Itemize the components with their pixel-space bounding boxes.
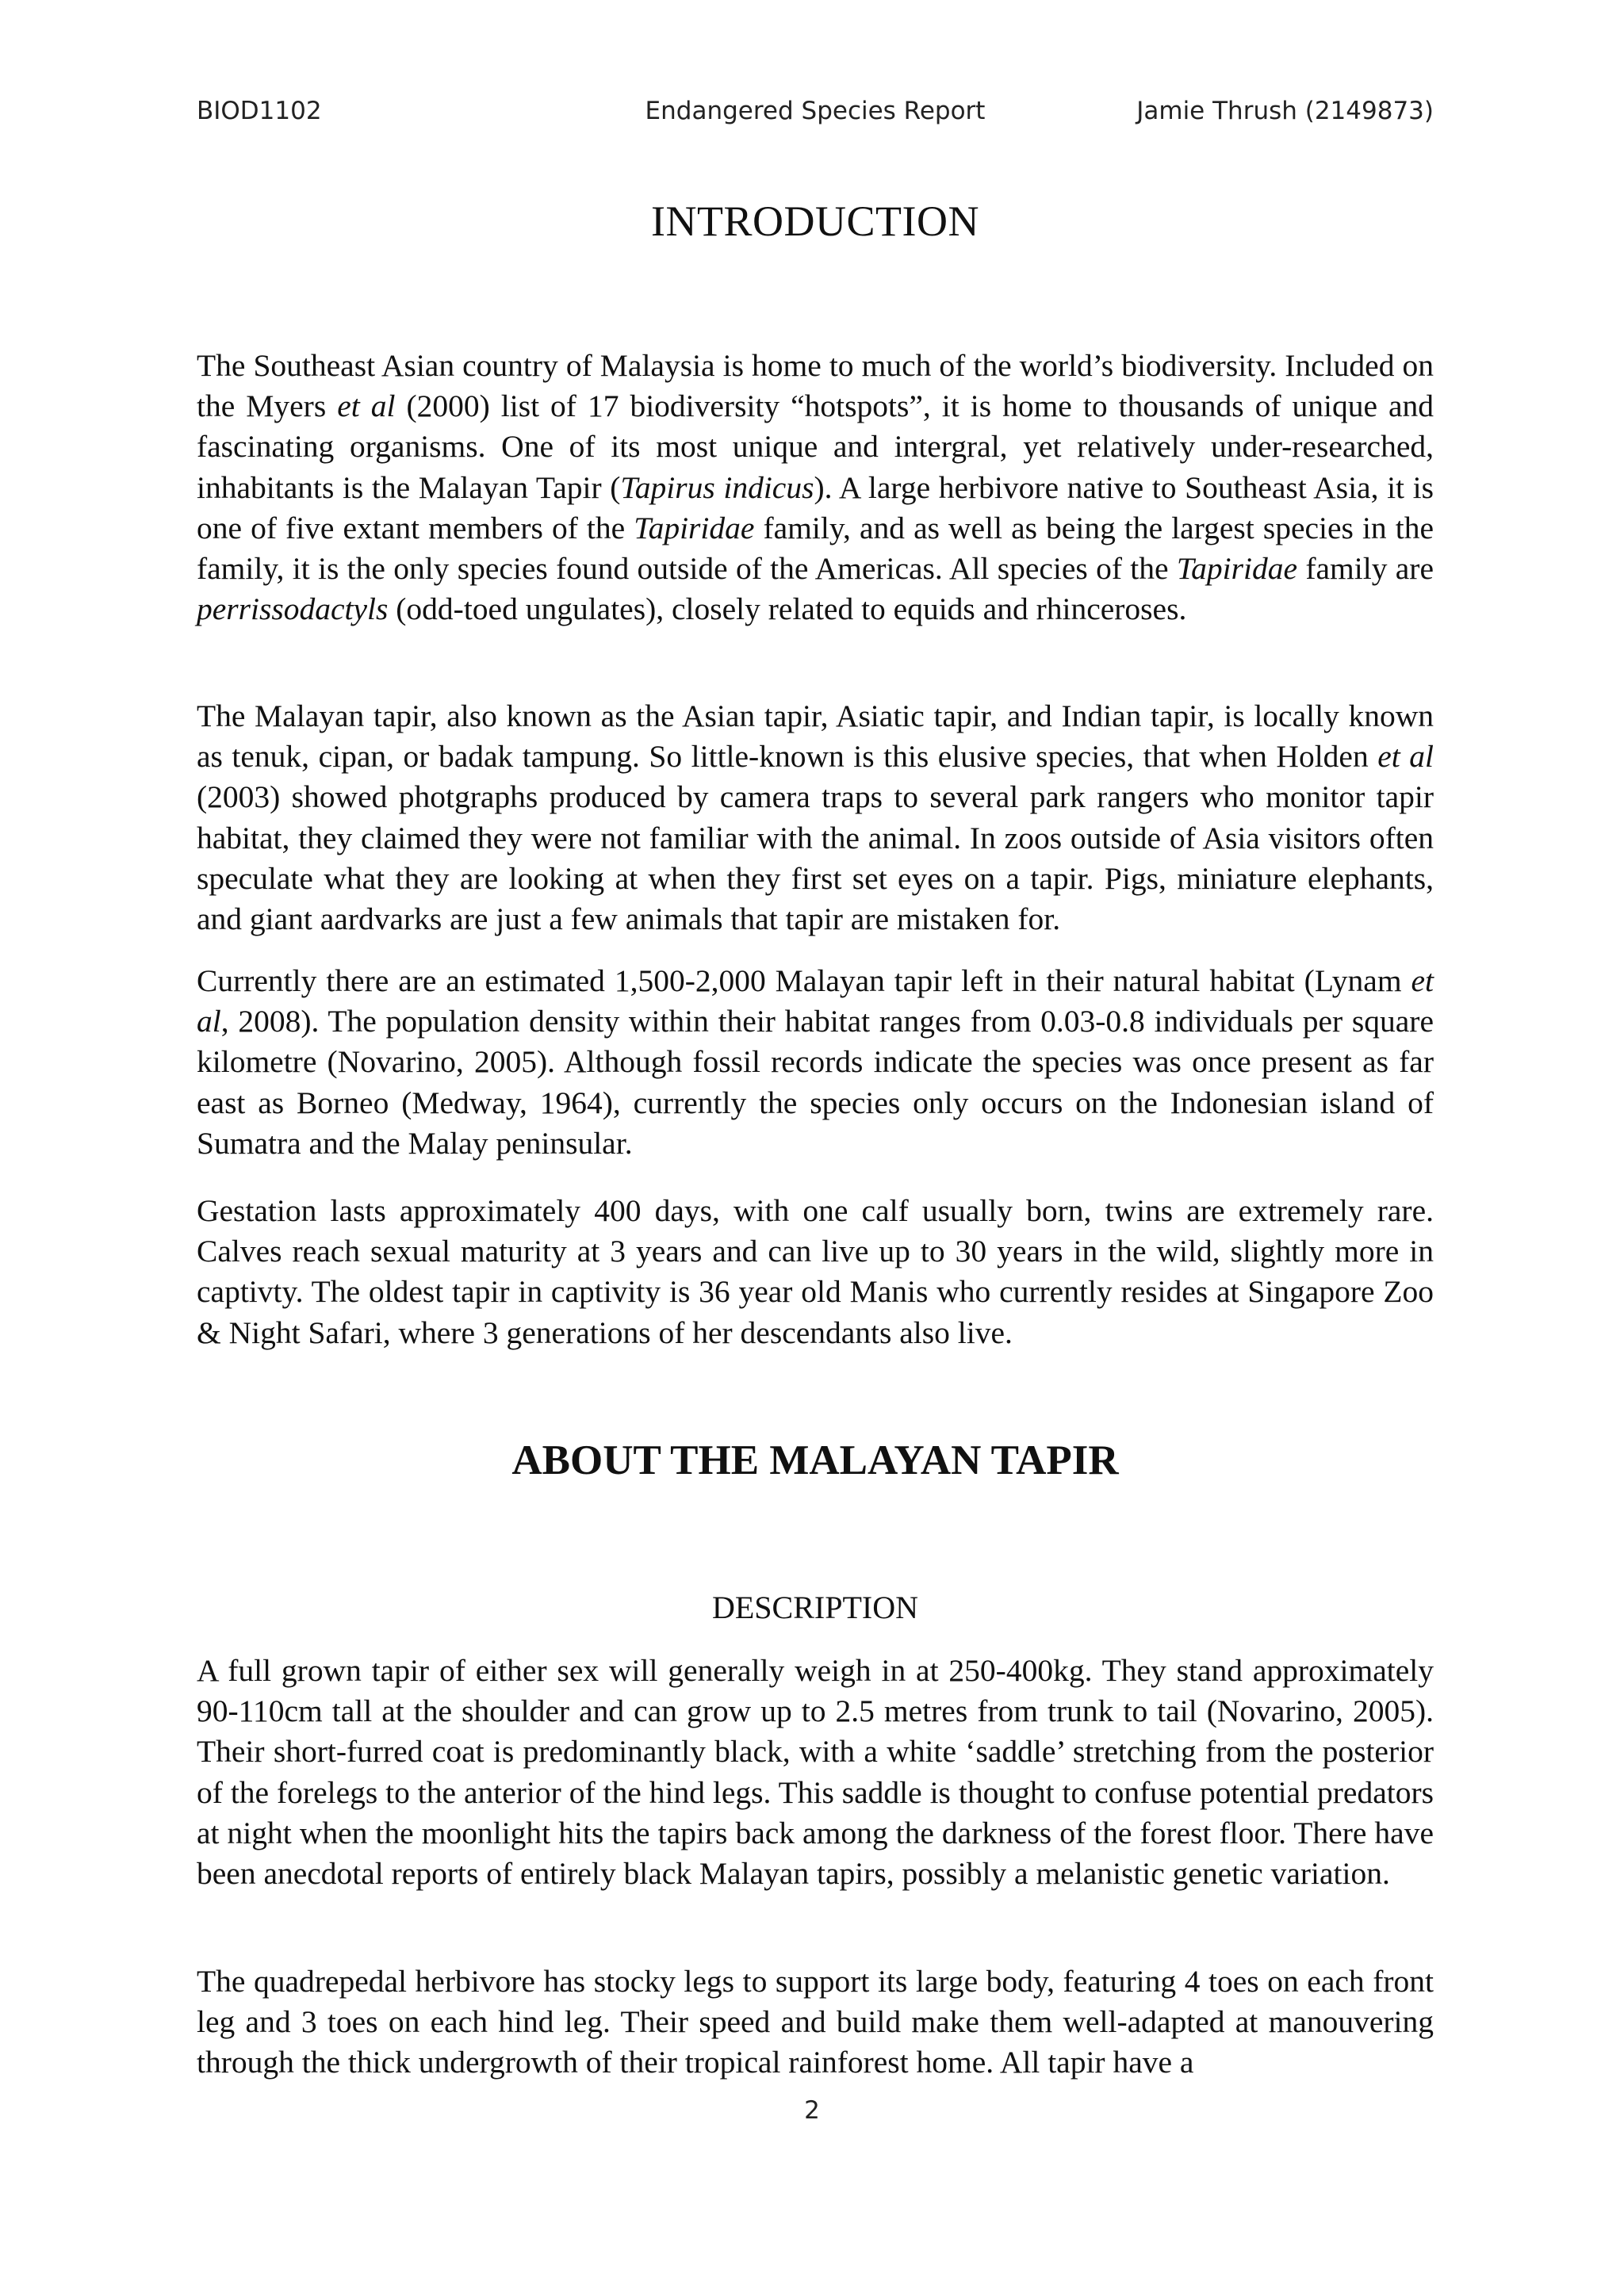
text-run: (2000) list of 17 biodiversity “hotspots”, it is home to thousands of unique and fascinating organisms. One of its most unique and intergral, yet relatively under-researched, inhabitants is the Malayan Tapir ( bbox=[197, 388, 1434, 505]
paragraph-intro-1 bbox=[197, 346, 1434, 629]
italic-text: et al bbox=[337, 388, 396, 424]
italic-text: perrissodactyls bbox=[197, 591, 389, 627]
about-heading: ABOUT THE MALAYAN TAPIR bbox=[511, 1437, 1119, 1483]
italic-text: Tapiridae bbox=[1176, 551, 1298, 587]
introduction-heading: INTRODUCTION bbox=[651, 197, 979, 245]
page-number: 2 bbox=[804, 2096, 820, 2125]
page-header bbox=[197, 97, 1434, 136]
paragraph-description-1: A full grown tapir of either sex will generally weigh in at 250-400kg. They stand approximately 90-110cm tall at the shoulder and can grow up to 2.5 metres from trunk to tail (Novarino, 2005). Their short-furred coat is predominantly black, with a white ‘saddle’ stretching from the posterior of the forelegs to the anterior of the hind legs. This saddle is thought to confuse potential predators at night when the moonlight hits the tapirs back among the darkness of the forest floor. There have been anecdotal reports of entirely black Malayan tapirs, possibly a melanistic genetic variation. bbox=[197, 1653, 1434, 1892]
text-run: (2003) showed photgraphs produced by camera traps to several park rangers who monitor tapir habitat, they claimed they were not familiar with the animal. In zoos outside of Asia visitors often speculate what they are looking at when they first set eyes on a tapir. Pigs, miniature elephants, and giant aardvarks are just a few animals that tapir are mistaken for. bbox=[197, 779, 1434, 937]
text-run: The Malayan tapir, also known as the Asian tapir, Asiatic tapir, and Indian tapir, is locally known as tenuk, cipan, or badak tampung. So little-known is this elusive species, that when Holden bbox=[197, 698, 1434, 775]
description-subheading: DESCRIPTION bbox=[711, 1590, 919, 1625]
header-course-code: BIOD1102 bbox=[197, 97, 322, 125]
text-run: The Southeast Asian country of Malaysia is home to much of the world’s biodiversity. Included on the Myers bbox=[197, 348, 1434, 424]
header-author: Jamie Thrush (2149873) bbox=[1136, 97, 1434, 125]
paragraph-intro-4: Gestation lasts approximately 400 days, with one calf usually born, twins are extremely rare. Calves reach sexual maturity at 3 years and can live up to 30 years in the wild, slightly more in captivty. The oldest tapir in captivity is 36 year old Manis who currently resides at Singapore Zoo & Night Safari, where 3 generations of her descendants also live. bbox=[197, 1193, 1434, 1350]
paragraph-description-2: The quadrepedal herbivore has stocky legs to support its large body, featuring 4 toes on each front leg and 3 toes on each hind leg. Their speed and build make them well-adapted at manouvering through the thick undergrowth of their tropical rainforest home. All tapir have a bbox=[197, 1964, 1434, 2080]
header-report-title: Endangered Species Report bbox=[645, 97, 986, 125]
italic-text: et al bbox=[1377, 739, 1434, 775]
italic-text: Tapiridae bbox=[634, 510, 755, 545]
text-run: (odd-toed ungulates), closely related to equids and rhinceroses. bbox=[388, 591, 1187, 627]
paragraph-intro-3 bbox=[197, 961, 1434, 1164]
italic-text: et al bbox=[197, 963, 1434, 1039]
text-run: , 2008). The population density within their habitat ranges from 0.03-0.8 individuals per square kilometre (Novarino, 2005). Although fossil records indicate the species was once present as far east as Borneo (Medway, 1964), currently the species only occurs on the Indonesian island of Sumatra and the Malay peninsular. bbox=[197, 1004, 1434, 1161]
text-run: ). A large herbivore native to Southeast Asia, it is one of five extant members of the bbox=[197, 469, 1434, 545]
paragraph-intro-2 bbox=[197, 696, 1434, 939]
italic-text: Tapirus indicus bbox=[620, 469, 814, 505]
text-run: family are bbox=[1297, 551, 1434, 587]
text-run: family, and as well as being the largest species in the family, it is the only species found outside of the Americas. All species of the bbox=[197, 510, 1434, 587]
text-run: Currently there are an estimated 1,500-2,000 Malayan tapir left in their natural habitat (Lynam bbox=[197, 963, 1411, 998]
